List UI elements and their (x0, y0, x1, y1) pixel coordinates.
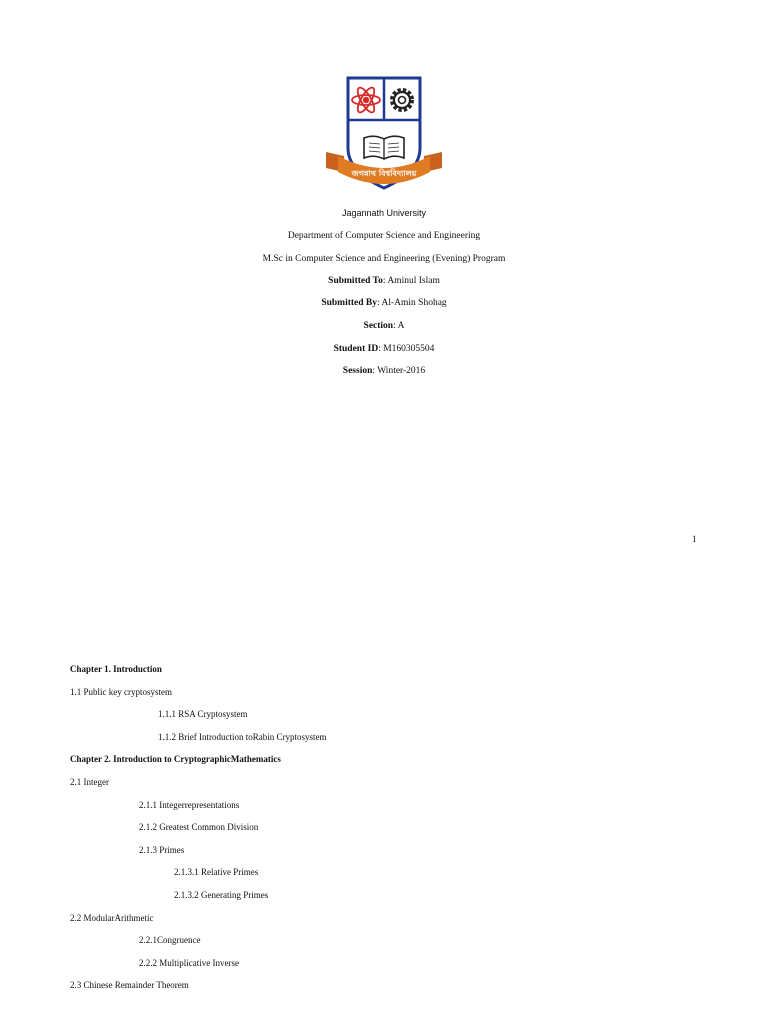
toc-entry: 2.2.1Congruence (139, 935, 201, 945)
student-id-value: : M160305504 (378, 344, 435, 354)
toc-chapter: Chapter 2. Introduction to CryptographicMathematics (70, 754, 281, 764)
program-name: M.Sc in Computer Science and Engineering (Evening) Program (262, 254, 506, 264)
open-book-icon (364, 136, 404, 159)
submitted-to (0, 275, 768, 287)
submitted-by-value: : Al-Amin Shohag (377, 298, 447, 308)
toc-entry: 2.1.2 Greatest Common Division (139, 822, 259, 832)
toc-entry: 1.1.2 Brief Introduction toRabin Cryptosystem (158, 732, 327, 742)
page-number: 1 (692, 534, 697, 544)
submitted-by (0, 297, 768, 309)
toc-entry: 2.1.3.1 Relative Primes (174, 867, 259, 877)
toc-entry: 2.1 Integer (70, 777, 109, 787)
section-label: Section (363, 321, 394, 331)
toc-entry: 2.1.3 Primes (139, 845, 185, 855)
toc-entry: 2.1.1 Integerrepresentations (139, 800, 240, 810)
toc-entry: 2.3 Chinese Remainder Theorem (70, 980, 189, 990)
session-label: Session (342, 366, 373, 376)
toc-entry: 2.1.3.2 Generating Primes (174, 890, 269, 900)
university-logo (322, 76, 446, 192)
toc-chapter: Chapter 1. Introduction (70, 664, 162, 674)
submitted-to-label: Submitted To (328, 276, 383, 286)
toc-entry: 2.2 ModularArithmetic (70, 913, 154, 923)
toc-entry: 1.1 Public key cryptosystem (70, 687, 172, 697)
gear-icon (392, 90, 412, 110)
university-name: Jagannath University (341, 208, 427, 218)
student-id-label: Student ID (333, 344, 379, 354)
toc-entry: 1.1.1 RSA Cryptosystem (158, 709, 248, 719)
submitted-to-value: : Aminul Islam (382, 276, 440, 286)
department-name: Department of Computer Science and Engineering (287, 231, 481, 241)
session (0, 365, 768, 377)
submitted-by-label: Submitted By (321, 298, 378, 308)
toc-entry: 2.2.2 Multiplicative Inverse (139, 958, 239, 968)
session-value: : Winter-2016 (372, 366, 426, 376)
section-value: : A (393, 321, 405, 331)
student-id (0, 343, 768, 355)
section (0, 320, 768, 332)
logo-banner-text: জগন্নাথ বিশ্ববিদ্যালয় (351, 169, 417, 178)
